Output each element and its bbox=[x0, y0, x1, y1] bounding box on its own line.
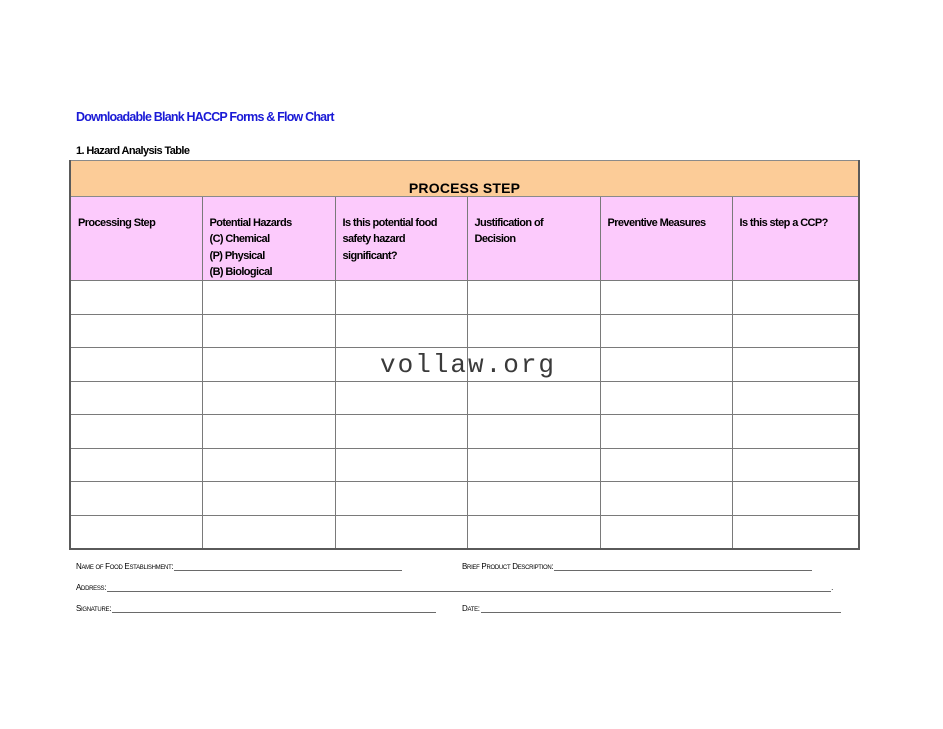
watermark: vollaw.org bbox=[380, 350, 557, 380]
table-cell[interactable] bbox=[600, 314, 732, 348]
header-line: Is this potential food bbox=[342, 217, 437, 229]
document-title: Downloadable Blank HACCP Forms & Flow Chart bbox=[76, 110, 334, 124]
product-description-input[interactable] bbox=[554, 561, 812, 571]
table-cell[interactable] bbox=[467, 281, 600, 315]
table-cell[interactable] bbox=[335, 515, 467, 549]
header-line: safety hazard bbox=[342, 233, 406, 246]
header-line: Justification of bbox=[474, 217, 544, 229]
column-header-row bbox=[70, 197, 859, 281]
table-cell[interactable] bbox=[335, 482, 467, 516]
address-label: Address: bbox=[76, 583, 107, 592]
table-row bbox=[70, 448, 859, 482]
table-cell[interactable] bbox=[732, 314, 859, 348]
table-cell[interactable] bbox=[732, 415, 859, 449]
table-cell[interactable] bbox=[467, 314, 600, 348]
table-cell[interactable] bbox=[335, 415, 467, 449]
header-processing-step bbox=[70, 197, 202, 281]
header-line: significant? bbox=[342, 249, 398, 262]
date-input[interactable] bbox=[481, 603, 841, 613]
table-cell[interactable] bbox=[732, 448, 859, 482]
table-cell[interactable] bbox=[202, 415, 335, 449]
table-cell[interactable] bbox=[600, 281, 732, 315]
table-cell[interactable] bbox=[70, 482, 202, 516]
table-cell[interactable] bbox=[335, 381, 467, 415]
process-step-title: PROCESS STEP bbox=[408, 180, 521, 196]
table-cell[interactable] bbox=[732, 281, 859, 315]
table-cell[interactable] bbox=[600, 515, 732, 549]
address-field bbox=[76, 582, 833, 592]
table-cell[interactable] bbox=[70, 314, 202, 348]
table-cell[interactable] bbox=[70, 381, 202, 415]
table-cell[interactable] bbox=[600, 482, 732, 516]
table-cell[interactable] bbox=[202, 381, 335, 415]
table-cell[interactable] bbox=[202, 314, 335, 348]
process-step-band-row bbox=[70, 161, 859, 197]
table-cell[interactable] bbox=[202, 348, 335, 382]
signature-field bbox=[76, 603, 436, 613]
process-step-band bbox=[70, 161, 859, 197]
signature-label: Signature: bbox=[76, 604, 112, 613]
header-line: (B) Biological bbox=[209, 265, 272, 278]
table-cell[interactable] bbox=[467, 415, 600, 449]
header-potential-hazards bbox=[202, 197, 335, 281]
table-cell[interactable] bbox=[70, 448, 202, 482]
table-cell[interactable] bbox=[600, 415, 732, 449]
product-description-label: Brief Product Description: bbox=[462, 562, 554, 571]
food-establishment-field bbox=[76, 561, 402, 571]
table-row bbox=[70, 281, 859, 315]
table-cell[interactable] bbox=[732, 482, 859, 516]
header-line: Processing Step bbox=[78, 217, 156, 229]
table-cell[interactable] bbox=[732, 515, 859, 549]
table-row bbox=[70, 381, 859, 415]
date-label: Date: bbox=[462, 604, 480, 613]
header-line: Potential Hazards bbox=[209, 217, 292, 229]
food-establishment-label: Name of Food Establishment: bbox=[76, 562, 174, 571]
address-end-mark: . bbox=[831, 583, 834, 592]
header-line: Decision bbox=[474, 233, 516, 246]
table-cell[interactable] bbox=[335, 448, 467, 482]
table-cell[interactable] bbox=[335, 314, 467, 348]
table-cell[interactable] bbox=[70, 281, 202, 315]
table-cell[interactable] bbox=[600, 348, 732, 382]
address-input[interactable] bbox=[107, 582, 834, 592]
food-establishment-input[interactable] bbox=[174, 561, 402, 571]
table-row bbox=[70, 515, 859, 549]
table-cell[interactable] bbox=[202, 281, 335, 315]
header-line: Preventive Measures bbox=[607, 217, 706, 229]
header-justification bbox=[467, 197, 600, 281]
table-row bbox=[70, 415, 859, 449]
header-preventive-measures bbox=[600, 197, 732, 281]
table-cell[interactable] bbox=[335, 281, 467, 315]
table-cell[interactable] bbox=[467, 448, 600, 482]
section-title: 1. Hazard Analysis Table bbox=[76, 145, 190, 157]
table-cell[interactable] bbox=[70, 348, 202, 382]
table-cell[interactable] bbox=[202, 448, 335, 482]
table-cell[interactable] bbox=[600, 381, 732, 415]
table-cell[interactable] bbox=[70, 415, 202, 449]
table-cell[interactable] bbox=[732, 348, 859, 382]
table-cell[interactable] bbox=[202, 515, 335, 549]
signature-input[interactable] bbox=[112, 603, 436, 613]
product-description-field bbox=[462, 561, 812, 571]
header-line: Is this step a CCP? bbox=[739, 217, 828, 229]
header-is-ccp bbox=[732, 197, 859, 281]
table-cell[interactable] bbox=[732, 381, 859, 415]
table-cell[interactable] bbox=[467, 515, 600, 549]
header-line: (P) Physical bbox=[209, 249, 265, 262]
table-cell[interactable] bbox=[70, 515, 202, 549]
table-row bbox=[70, 482, 859, 516]
date-field bbox=[462, 603, 841, 613]
header-line: (C) Chemical bbox=[209, 233, 270, 246]
table-row bbox=[70, 314, 859, 348]
table-cell[interactable] bbox=[600, 448, 732, 482]
table-cell[interactable] bbox=[467, 482, 600, 516]
table-cell[interactable] bbox=[202, 482, 335, 516]
table-cell[interactable] bbox=[467, 381, 600, 415]
header-significant bbox=[335, 197, 467, 281]
